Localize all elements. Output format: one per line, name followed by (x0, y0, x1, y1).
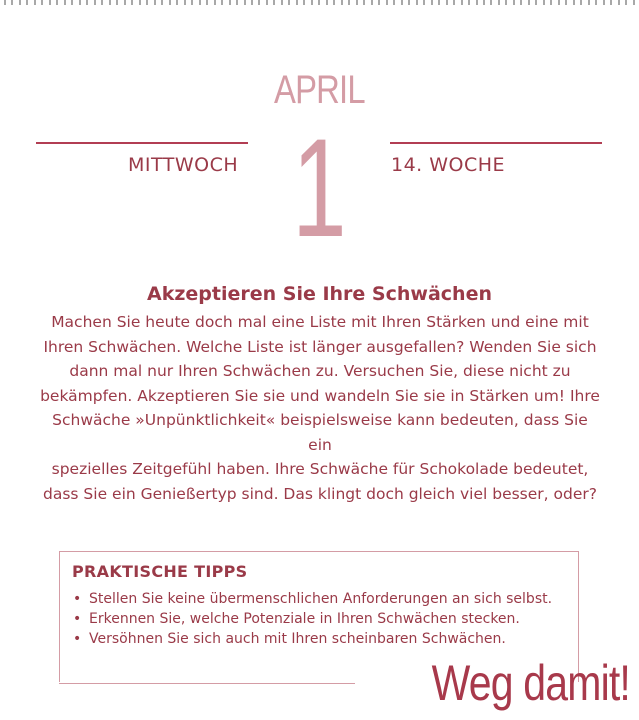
tips-bottom-line (59, 683, 355, 684)
article-line: spezielles Zeitgefühl haben. Ihre Schwäche für Schokolade bedeutet, (51, 460, 589, 478)
calendar-month: APRIL (274, 68, 365, 112)
tips-list (72, 589, 552, 649)
article-line: Ihren Schwächen. Welche Liste ist länger ausgefallen? Wenden Sie sich (43, 337, 597, 356)
article-line: dann mal nur Ihren Schwächen zu. Versuchen Sie, diese nicht zu (69, 362, 571, 380)
article-line: dass Sie ein Genießertyp sind. Das klingt doch gleich viel besser, oder? (43, 484, 597, 503)
binding-holes (0, 0, 639, 8)
slogan: Weg damit! (431, 655, 630, 711)
tip-item: • Erkennen Sie, welche Potenziale in Ihren Schwächen stecken. (72, 609, 552, 629)
tip-item: • Stellen Sie keine übermenschlichen Anforderungen an sich selbst. (72, 589, 552, 609)
calendar-day-number: 1 (292, 109, 347, 266)
article-body (40, 310, 600, 506)
article-line: Schwäche »Unpünktlichkeit« beispielsweise kann bedeuten, dass Sie ein (52, 411, 588, 454)
article-line: Machen Sie heute doch mal eine Liste mit Ihren Stärken und eine mit (51, 313, 589, 331)
tips-title: PRAKTISCHE TIPPS (72, 562, 248, 581)
calendar-weekday: MITTWOCH (128, 154, 239, 176)
article-line: bekämpfen. Akzeptieren Sie sie und wandeln Sie sie in Stärken um! Ihre (40, 386, 600, 405)
calendar-week-number: 14. WOCHE (391, 154, 506, 176)
tip-item: • Versöhnen Sie sich auch mit Ihren scheinbaren Schwächen. (72, 629, 552, 649)
article-heading: Akzeptieren Sie Ihre Schwächen (147, 283, 492, 305)
